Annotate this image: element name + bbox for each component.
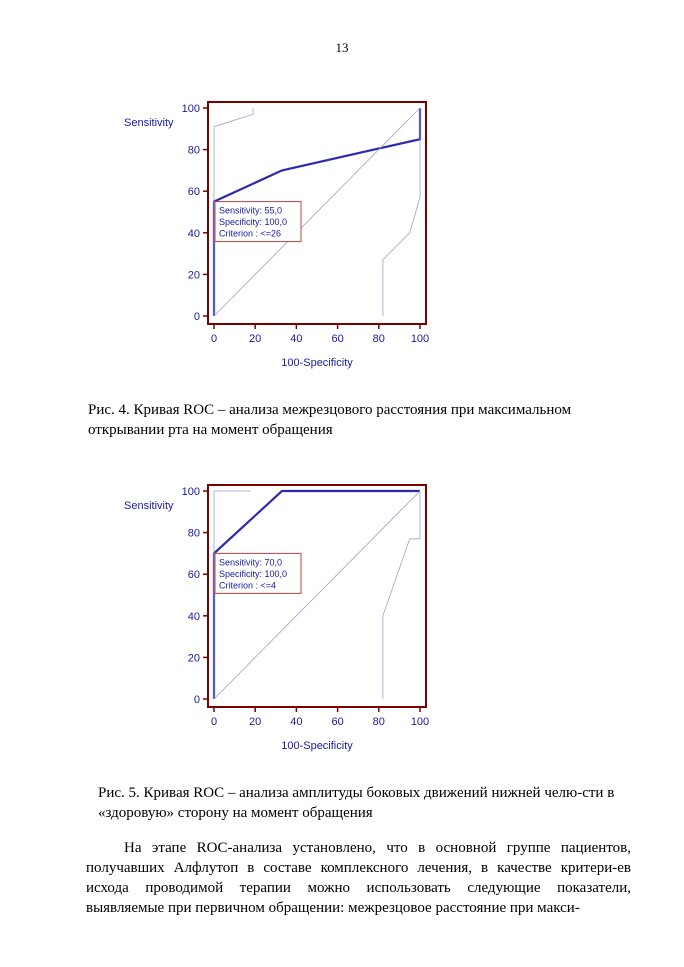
criterion-line-2: Specificity: 100,0 (219, 568, 288, 579)
criterion-line-3: Criterion : <=26 (219, 228, 282, 239)
y-tick-label-40: 40 (187, 227, 200, 240)
y-tick-label-100: 100 (181, 103, 200, 115)
x-tick-label-60: 60 (331, 333, 344, 345)
y-tick-label-80: 80 (187, 144, 200, 157)
criterion-line-1: Sensitivity: 55,0 (219, 205, 283, 216)
series-confidence-upper (214, 491, 251, 699)
figure-4-caption: Рис. 4. Кривая ROC – анализа межрезцового расстояния при максимальном открывании рта на момент обращения (88, 402, 572, 438)
x-tick-label-40: 40 (290, 716, 303, 728)
criterion-box (215, 553, 301, 593)
x-tick-label-100: 100 (410, 333, 430, 345)
series-confidence-lower (383, 491, 420, 699)
roc-chart-fig5 (110, 483, 440, 753)
x-tick-label-0: 0 (210, 716, 218, 728)
body-paragraph (86, 838, 631, 918)
y-axis-label: Sensitivity (124, 500, 174, 512)
y-tick-label-60: 60 (187, 186, 200, 199)
y-tick-label-80: 80 (187, 527, 200, 540)
x-tick-label-0: 0 (210, 333, 218, 345)
y-tick-label-20: 20 (187, 269, 200, 282)
x-tick-label-20: 20 (249, 716, 262, 728)
y-tick-label-20: 20 (187, 652, 200, 665)
body-paragraph-text: На этапе ROC-анализа установлено, что в основной группе пациентов, получавших Алфлутоп в составе комплексного лечения, в качестве критери-ев исхода проводимой терапии можно использовать следующие показатели, выявляемые при первичном обращении: межрезцовое расстояние при макси- (86, 840, 631, 916)
y-tick-label-60: 60 (187, 569, 200, 582)
x-tick-label-80: 80 (372, 716, 385, 728)
y-tick-label-40: 40 (187, 610, 200, 623)
x-tick-label-80: 80 (372, 333, 385, 345)
x-axis-label: 100-Specificity (281, 357, 353, 369)
criterion-line-3: Criterion : <=4 (219, 580, 277, 591)
x-tick-label-60: 60 (331, 716, 344, 728)
y-tick-label-0: 0 (193, 694, 200, 706)
page-number: 13 (335, 40, 349, 55)
x-tick-label-100: 100 (410, 716, 430, 728)
series-diagonal (214, 491, 420, 699)
x-tick-label-20: 20 (249, 333, 262, 345)
y-axis-label: Sensitivity (124, 117, 174, 129)
roc-chart-fig4 (110, 100, 440, 370)
x-axis-label: 100-Specificity (281, 740, 353, 752)
criterion-line-2: Specificity: 100,0 (219, 217, 288, 228)
x-tick-label-40: 40 (290, 333, 303, 345)
criterion-line-1: Sensitivity: 70,0 (219, 557, 283, 568)
figure-5-caption: Рис. 5. Кривая ROC – анализа амплитуды боковых движений нижней челю-сти в «здоровую» сторону на момент обращения (98, 785, 615, 821)
y-tick-label-0: 0 (193, 311, 200, 323)
series-confidence-lower (383, 108, 420, 316)
criterion-box (215, 202, 301, 242)
y-tick-label-100: 100 (181, 486, 200, 498)
